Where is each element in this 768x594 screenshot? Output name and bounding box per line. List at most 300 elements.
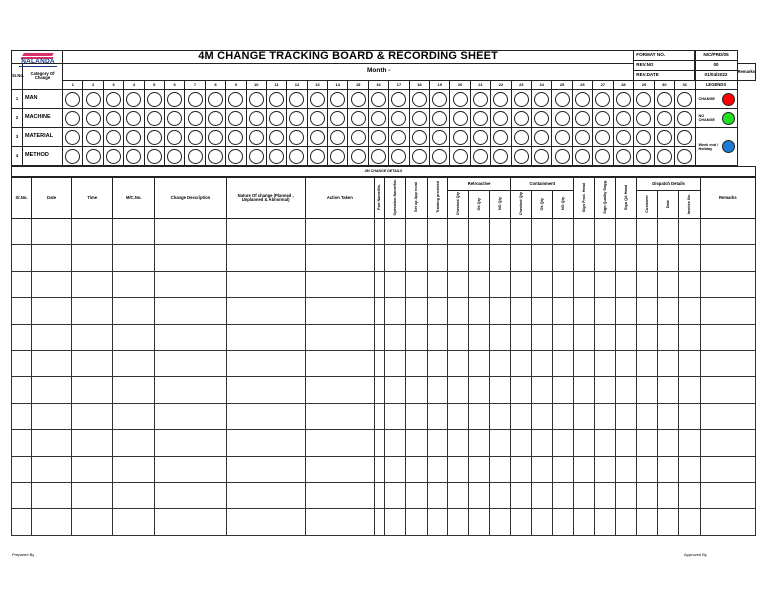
status-circle[interactable] — [514, 130, 529, 145]
status-circle[interactable] — [371, 92, 386, 107]
status-circle[interactable] — [86, 92, 101, 107]
table-cell[interactable] — [616, 456, 637, 482]
table-cell[interactable] — [595, 403, 616, 429]
table-cell[interactable] — [595, 219, 616, 245]
status-circle[interactable] — [249, 130, 264, 145]
table-cell[interactable] — [226, 403, 305, 429]
table-cell[interactable] — [490, 377, 511, 403]
status-circle[interactable] — [657, 149, 672, 164]
table-cell[interactable] — [574, 271, 595, 297]
table-cell[interactable] — [374, 482, 384, 508]
status-circle[interactable] — [371, 149, 386, 164]
table-cell[interactable] — [384, 403, 405, 429]
status-circle[interactable] — [575, 111, 590, 126]
table-cell[interactable] — [657, 350, 678, 376]
table-cell[interactable] — [574, 482, 595, 508]
table-cell[interactable] — [574, 324, 595, 350]
table-cell[interactable] — [374, 430, 384, 456]
table-cell[interactable] — [469, 509, 490, 535]
status-circle[interactable] — [351, 92, 366, 107]
table-cell[interactable] — [428, 403, 448, 429]
table-cell[interactable] — [32, 245, 72, 271]
table-cell[interactable] — [448, 219, 469, 245]
table-cell[interactable] — [32, 271, 72, 297]
status-circle[interactable] — [493, 130, 508, 145]
table-cell[interactable] — [448, 350, 469, 376]
table-cell[interactable] — [113, 324, 155, 350]
table-cell[interactable] — [72, 403, 113, 429]
status-circle[interactable] — [473, 130, 488, 145]
table-cell[interactable] — [553, 271, 574, 297]
table-cell[interactable] — [595, 430, 616, 456]
status-circle[interactable] — [310, 111, 325, 126]
status-circle[interactable] — [310, 130, 325, 145]
status-circle[interactable] — [473, 92, 488, 107]
table-cell[interactable] — [226, 219, 305, 245]
table-cell[interactable] — [700, 271, 755, 297]
status-circle[interactable] — [167, 130, 182, 145]
table-cell[interactable] — [405, 350, 427, 376]
status-circle[interactable] — [147, 130, 162, 145]
status-circle[interactable] — [575, 130, 590, 145]
status-circle[interactable] — [208, 149, 223, 164]
table-cell[interactable] — [616, 219, 637, 245]
status-circle[interactable] — [412, 149, 427, 164]
table-cell[interactable] — [428, 456, 448, 482]
table-cell[interactable] — [678, 456, 700, 482]
table-cell[interactable] — [637, 298, 657, 324]
table-cell[interactable] — [511, 403, 532, 429]
status-circle[interactable] — [351, 130, 366, 145]
table-cell[interactable] — [511, 377, 532, 403]
table-cell[interactable] — [574, 377, 595, 403]
table-cell[interactable] — [657, 298, 678, 324]
table-cell[interactable] — [113, 430, 155, 456]
table-cell[interactable] — [448, 245, 469, 271]
table-cell[interactable] — [226, 456, 305, 482]
table-cell[interactable] — [226, 298, 305, 324]
table-cell[interactable] — [305, 245, 374, 271]
table-cell[interactable] — [490, 430, 511, 456]
status-circle[interactable] — [228, 92, 243, 107]
table-cell[interactable] — [305, 403, 374, 429]
table-cell[interactable] — [637, 350, 657, 376]
table-cell[interactable] — [490, 509, 511, 535]
status-circle[interactable] — [616, 149, 631, 164]
table-cell[interactable] — [428, 324, 448, 350]
table-cell[interactable] — [12, 324, 32, 350]
table-cell[interactable] — [155, 219, 226, 245]
table-cell[interactable] — [595, 456, 616, 482]
status-circle[interactable] — [126, 149, 141, 164]
table-cell[interactable] — [32, 324, 72, 350]
table-cell[interactable] — [678, 245, 700, 271]
status-circle[interactable] — [555, 111, 570, 126]
table-cell[interactable] — [678, 271, 700, 297]
table-cell[interactable] — [155, 482, 226, 508]
table-cell[interactable] — [374, 219, 384, 245]
table-cell[interactable] — [595, 377, 616, 403]
status-circle[interactable] — [616, 111, 631, 126]
status-circle[interactable] — [269, 149, 284, 164]
table-cell[interactable] — [532, 509, 553, 535]
table-cell[interactable] — [657, 219, 678, 245]
table-cell[interactable] — [657, 430, 678, 456]
table-cell[interactable] — [553, 509, 574, 535]
table-cell[interactable] — [384, 482, 405, 508]
table-cell[interactable] — [384, 430, 405, 456]
table-cell[interactable] — [678, 377, 700, 403]
status-circle[interactable] — [514, 149, 529, 164]
status-circle[interactable] — [371, 111, 386, 126]
status-circle[interactable] — [453, 149, 468, 164]
table-cell[interactable] — [532, 430, 553, 456]
status-circle[interactable] — [616, 92, 631, 107]
table-cell[interactable] — [469, 482, 490, 508]
status-circle[interactable] — [249, 111, 264, 126]
status-circle[interactable] — [188, 130, 203, 145]
table-cell[interactable] — [32, 377, 72, 403]
table-cell[interactable] — [469, 377, 490, 403]
table-cell[interactable] — [574, 403, 595, 429]
table-cell[interactable] — [637, 219, 657, 245]
table-cell[interactable] — [511, 456, 532, 482]
status-circle[interactable] — [289, 130, 304, 145]
table-cell[interactable] — [405, 456, 427, 482]
table-cell[interactable] — [428, 298, 448, 324]
table-cell[interactable] — [12, 377, 32, 403]
table-cell[interactable] — [226, 430, 305, 456]
status-circle[interactable] — [555, 130, 570, 145]
table-cell[interactable] — [490, 298, 511, 324]
status-circle[interactable] — [249, 92, 264, 107]
table-cell[interactable] — [374, 271, 384, 297]
table-cell[interactable] — [428, 350, 448, 376]
table-cell[interactable] — [469, 298, 490, 324]
status-circle[interactable] — [86, 111, 101, 126]
status-circle[interactable] — [493, 149, 508, 164]
table-cell[interactable] — [155, 377, 226, 403]
table-cell[interactable] — [72, 482, 113, 508]
table-cell[interactable] — [469, 456, 490, 482]
status-circle[interactable] — [208, 92, 223, 107]
table-cell[interactable] — [374, 509, 384, 535]
table-cell[interactable] — [553, 324, 574, 350]
status-circle[interactable] — [636, 92, 651, 107]
table-cell[interactable] — [657, 509, 678, 535]
status-circle[interactable] — [432, 92, 447, 107]
table-cell[interactable] — [616, 324, 637, 350]
status-circle[interactable] — [616, 130, 631, 145]
table-cell[interactable] — [113, 456, 155, 482]
table-cell[interactable] — [511, 271, 532, 297]
table-cell[interactable] — [637, 377, 657, 403]
status-circle[interactable] — [86, 130, 101, 145]
status-circle[interactable] — [310, 149, 325, 164]
table-cell[interactable] — [448, 482, 469, 508]
table-cell[interactable] — [384, 245, 405, 271]
status-circle[interactable] — [330, 149, 345, 164]
table-cell[interactable] — [700, 403, 755, 429]
status-circle[interactable] — [514, 111, 529, 126]
table-cell[interactable] — [32, 403, 72, 429]
status-circle[interactable] — [208, 130, 223, 145]
table-cell[interactable] — [657, 377, 678, 403]
table-cell[interactable] — [12, 350, 32, 376]
status-circle[interactable] — [534, 111, 549, 126]
status-circle[interactable] — [657, 130, 672, 145]
table-cell[interactable] — [678, 482, 700, 508]
status-circle[interactable] — [208, 111, 223, 126]
table-cell[interactable] — [678, 509, 700, 535]
status-circle[interactable] — [188, 111, 203, 126]
table-cell[interactable] — [12, 482, 32, 508]
status-circle[interactable] — [412, 130, 427, 145]
table-cell[interactable] — [113, 350, 155, 376]
status-circle[interactable] — [371, 130, 386, 145]
status-circle[interactable] — [269, 111, 284, 126]
table-cell[interactable] — [574, 509, 595, 535]
table-cell[interactable] — [678, 430, 700, 456]
status-circle[interactable] — [473, 149, 488, 164]
table-cell[interactable] — [155, 298, 226, 324]
table-cell[interactable] — [374, 350, 384, 376]
status-circle[interactable] — [657, 111, 672, 126]
table-cell[interactable] — [637, 456, 657, 482]
table-cell[interactable] — [428, 245, 448, 271]
table-cell[interactable] — [448, 509, 469, 535]
table-cell[interactable] — [553, 377, 574, 403]
status-circle[interactable] — [636, 130, 651, 145]
table-cell[interactable] — [32, 298, 72, 324]
table-cell[interactable] — [532, 271, 553, 297]
status-circle[interactable] — [269, 92, 284, 107]
status-circle[interactable] — [167, 92, 182, 107]
status-circle[interactable] — [636, 111, 651, 126]
table-cell[interactable] — [700, 430, 755, 456]
table-cell[interactable] — [678, 403, 700, 429]
table-cell[interactable] — [155, 456, 226, 482]
table-cell[interactable] — [305, 219, 374, 245]
table-cell[interactable] — [511, 219, 532, 245]
table-cell[interactable] — [384, 324, 405, 350]
table-cell[interactable] — [405, 509, 427, 535]
table-cell[interactable] — [574, 219, 595, 245]
status-circle[interactable] — [391, 130, 406, 145]
table-cell[interactable] — [155, 509, 226, 535]
table-cell[interactable] — [32, 219, 72, 245]
status-circle[interactable] — [106, 92, 121, 107]
table-cell[interactable] — [490, 324, 511, 350]
table-cell[interactable] — [12, 403, 32, 429]
table-cell[interactable] — [113, 403, 155, 429]
table-cell[interactable] — [595, 271, 616, 297]
table-cell[interactable] — [12, 430, 32, 456]
table-cell[interactable] — [428, 482, 448, 508]
table-cell[interactable] — [405, 377, 427, 403]
status-circle[interactable] — [432, 149, 447, 164]
status-circle[interactable] — [106, 149, 121, 164]
table-cell[interactable] — [595, 350, 616, 376]
table-cell[interactable] — [490, 456, 511, 482]
table-cell[interactable] — [374, 403, 384, 429]
table-cell[interactable] — [553, 482, 574, 508]
table-cell[interactable] — [113, 245, 155, 271]
status-circle[interactable] — [534, 92, 549, 107]
table-cell[interactable] — [155, 430, 226, 456]
table-cell[interactable] — [657, 324, 678, 350]
table-cell[interactable] — [32, 509, 72, 535]
status-circle[interactable] — [412, 111, 427, 126]
table-cell[interactable] — [616, 430, 637, 456]
table-cell[interactable] — [700, 482, 755, 508]
table-cell[interactable] — [616, 509, 637, 535]
table-cell[interactable] — [678, 324, 700, 350]
table-cell[interactable] — [469, 219, 490, 245]
table-cell[interactable] — [657, 456, 678, 482]
table-cell[interactable] — [405, 298, 427, 324]
table-cell[interactable] — [469, 350, 490, 376]
table-cell[interactable] — [448, 430, 469, 456]
status-circle[interactable] — [555, 92, 570, 107]
status-circle[interactable] — [453, 111, 468, 126]
status-circle[interactable] — [65, 130, 80, 145]
table-cell[interactable] — [657, 271, 678, 297]
table-cell[interactable] — [574, 245, 595, 271]
status-circle[interactable] — [534, 130, 549, 145]
status-circle[interactable] — [188, 92, 203, 107]
status-circle[interactable] — [493, 111, 508, 126]
table-cell[interactable] — [305, 456, 374, 482]
status-circle[interactable] — [555, 149, 570, 164]
table-cell[interactable] — [616, 482, 637, 508]
table-cell[interactable] — [428, 509, 448, 535]
status-circle[interactable] — [65, 149, 80, 164]
status-circle[interactable] — [228, 130, 243, 145]
table-cell[interactable] — [490, 350, 511, 376]
status-circle[interactable] — [126, 130, 141, 145]
status-circle[interactable] — [126, 111, 141, 126]
table-cell[interactable] — [511, 350, 532, 376]
table-cell[interactable] — [428, 377, 448, 403]
table-cell[interactable] — [553, 219, 574, 245]
status-circle[interactable] — [575, 92, 590, 107]
table-cell[interactable] — [574, 430, 595, 456]
status-circle[interactable] — [677, 130, 692, 145]
table-cell[interactable] — [490, 403, 511, 429]
status-circle[interactable] — [677, 92, 692, 107]
table-cell[interactable] — [374, 456, 384, 482]
status-circle[interactable] — [412, 92, 427, 107]
table-cell[interactable] — [113, 298, 155, 324]
status-circle[interactable] — [351, 149, 366, 164]
table-cell[interactable] — [305, 377, 374, 403]
table-cell[interactable] — [616, 377, 637, 403]
table-cell[interactable] — [637, 430, 657, 456]
status-circle[interactable] — [575, 149, 590, 164]
table-cell[interactable] — [113, 271, 155, 297]
status-circle[interactable] — [636, 149, 651, 164]
table-cell[interactable] — [553, 456, 574, 482]
table-cell[interactable] — [428, 430, 448, 456]
table-cell[interactable] — [616, 403, 637, 429]
table-cell[interactable] — [511, 298, 532, 324]
status-circle[interactable] — [330, 92, 345, 107]
table-cell[interactable] — [553, 403, 574, 429]
table-cell[interactable] — [72, 298, 113, 324]
table-cell[interactable] — [616, 245, 637, 271]
status-circle[interactable] — [391, 111, 406, 126]
status-circle[interactable] — [432, 111, 447, 126]
status-circle[interactable] — [473, 111, 488, 126]
table-cell[interactable] — [226, 350, 305, 376]
table-cell[interactable] — [490, 271, 511, 297]
table-cell[interactable] — [32, 430, 72, 456]
table-cell[interactable] — [511, 430, 532, 456]
table-cell[interactable] — [448, 271, 469, 297]
table-cell[interactable] — [72, 219, 113, 245]
status-circle[interactable] — [330, 111, 345, 126]
table-cell[interactable] — [155, 350, 226, 376]
table-cell[interactable] — [72, 324, 113, 350]
table-cell[interactable] — [511, 482, 532, 508]
table-cell[interactable] — [305, 430, 374, 456]
table-cell[interactable] — [384, 350, 405, 376]
table-cell[interactable] — [553, 245, 574, 271]
table-cell[interactable] — [637, 324, 657, 350]
table-cell[interactable] — [637, 245, 657, 271]
table-cell[interactable] — [12, 509, 32, 535]
status-circle[interactable] — [514, 92, 529, 107]
table-cell[interactable] — [490, 245, 511, 271]
table-cell[interactable] — [490, 482, 511, 508]
table-cell[interactable] — [12, 456, 32, 482]
table-cell[interactable] — [532, 456, 553, 482]
table-cell[interactable] — [226, 482, 305, 508]
table-cell[interactable] — [595, 245, 616, 271]
table-cell[interactable] — [305, 298, 374, 324]
table-cell[interactable] — [469, 403, 490, 429]
table-cell[interactable] — [384, 271, 405, 297]
table-cell[interactable] — [616, 298, 637, 324]
table-cell[interactable] — [405, 245, 427, 271]
table-cell[interactable] — [113, 219, 155, 245]
table-cell[interactable] — [226, 271, 305, 297]
table-cell[interactable] — [700, 509, 755, 535]
table-cell[interactable] — [574, 350, 595, 376]
status-circle[interactable] — [391, 92, 406, 107]
table-cell[interactable] — [595, 509, 616, 535]
table-cell[interactable] — [700, 377, 755, 403]
table-cell[interactable] — [32, 350, 72, 376]
table-cell[interactable] — [305, 324, 374, 350]
table-cell[interactable] — [72, 509, 113, 535]
status-circle[interactable] — [65, 92, 80, 107]
table-cell[interactable] — [511, 324, 532, 350]
table-cell[interactable] — [428, 219, 448, 245]
status-circle[interactable] — [391, 149, 406, 164]
status-circle[interactable] — [310, 92, 325, 107]
table-cell[interactable] — [405, 324, 427, 350]
table-cell[interactable] — [72, 271, 113, 297]
status-circle[interactable] — [188, 149, 203, 164]
table-cell[interactable] — [637, 403, 657, 429]
table-cell[interactable] — [595, 482, 616, 508]
table-cell[interactable] — [637, 482, 657, 508]
table-cell[interactable] — [616, 350, 637, 376]
status-circle[interactable] — [289, 111, 304, 126]
table-cell[interactable] — [574, 298, 595, 324]
